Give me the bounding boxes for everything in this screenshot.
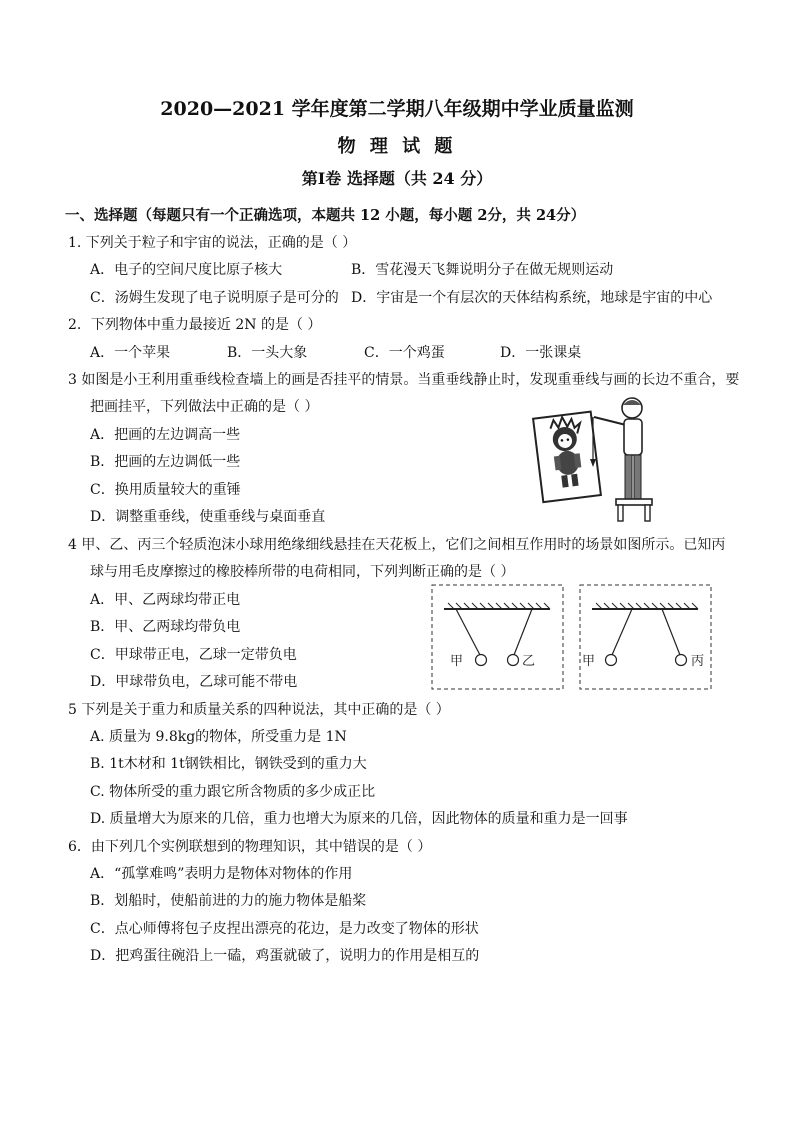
question-3-option-c: C．换用质量较大的重锤 bbox=[90, 482, 241, 498]
question-2-option-b: B．一头大象 bbox=[227, 345, 308, 361]
question-1-option-b: B．雪花漫天飞舞说明分子在做无规则运动 bbox=[351, 262, 614, 278]
ball-label-jia-1: 甲 bbox=[450, 654, 464, 669]
ball-label-yi: 乙 bbox=[522, 654, 536, 669]
question-3-stem-cont: 把画挂平，下列做法中正确的是（ ） bbox=[90, 399, 319, 415]
question-3-stem: 3 如图是小王利用重垂线检查墙上的画是否挂平的情景。当重垂线静止时，发现重垂线与画的长边不重合，要 bbox=[68, 372, 740, 388]
question-1-option-c: C．汤姆生发现了电子说明原子是可分的 bbox=[90, 290, 339, 306]
plumb-line-figure bbox=[528, 395, 664, 525]
question-6-stem: 6．由下列几个实例联想到的物理知识，其中错误的是（ ） bbox=[68, 839, 432, 855]
ball-label-jia-2: 甲 bbox=[582, 654, 596, 669]
question-1-stem: 1. 下列关于粒子和宇宙的说法，正确的是（ ） bbox=[68, 235, 357, 251]
question-6-option-d: D．把鸡蛋往碗沿上一磕，鸡蛋就破了，说明力的作用是相互的 bbox=[90, 948, 480, 964]
part-title: 第Ⅰ卷 选择题（共 24 分） bbox=[301, 169, 493, 188]
question-5-option-c: C. 物体所受的重力跟它所含物质的多少成正比 bbox=[90, 784, 376, 800]
section-heading: 一、选择题（每题只有一个正确选项，本题共 12 小题，每小题 2分，共 24分） bbox=[65, 207, 586, 224]
question-1-option-a: A．电子的空间尺度比原子核大 bbox=[90, 262, 283, 278]
question-2-stem: 2．下列物体中重力最接近 2N 的是（ ） bbox=[68, 317, 322, 333]
exam-title: 2020—2021 学年度第二学期八年级期中学业质量监测 bbox=[160, 98, 634, 120]
question-3-option-a: A．把画的左边调高一些 bbox=[90, 427, 241, 443]
question-6-option-a: A．“孤掌难鸣”表明力是物体对物体的作用 bbox=[90, 866, 353, 882]
question-3-option-d: D．调整重垂线，使重垂线与桌面垂直 bbox=[90, 509, 326, 525]
question-4-option-b: B．甲、乙两球均带负电 bbox=[90, 619, 241, 635]
question-2-option-d: D．一张课桌 bbox=[500, 345, 582, 361]
question-6-option-c: C．点心师傅将包子皮捏出漂亮的花边，是力改变了物体的形状 bbox=[90, 921, 479, 937]
question-2-option-a: A．一个苹果 bbox=[90, 345, 171, 361]
hanging-balls-figure bbox=[430, 583, 715, 691]
question-1-option-d: D．宇宙是一个有层次的天体结构系统，地球是宇宙的中心 bbox=[351, 290, 713, 306]
subject-title: 物 理 试 题 bbox=[337, 136, 457, 157]
question-5-stem: 5 下列是关于重力和质量关系的四种说法，其中正确的是（ ） bbox=[68, 702, 450, 718]
question-2-option-c: C．一个鸡蛋 bbox=[364, 345, 445, 361]
question-5-option-a: A. 质量为 9.8kg的物体，所受重力是 1N bbox=[90, 729, 347, 745]
question-5-option-b: B. 1t木材和 1t钢铁相比，钢铁受到的重力大 bbox=[90, 756, 367, 772]
question-4-option-d: D．甲球带负电，乙球可能不带电 bbox=[90, 674, 298, 690]
ball-label-bing: 丙 bbox=[691, 654, 705, 669]
question-4-stem-cont: 球与用毛皮摩擦过的橡胶棒所带的电荷相同，下列判断正确的是（ ） bbox=[90, 564, 515, 580]
question-6-option-b: B．划船时，使船前进的力的施力物体是船桨 bbox=[90, 893, 367, 909]
question-5-option-d: D. 质量增大为原来的几倍，重力也增大为原来的几倍，因此物体的质量和重力是一回事 bbox=[90, 811, 628, 827]
question-4-option-c: C．甲球带正电，乙球一定带负电 bbox=[90, 647, 297, 663]
question-4-stem: 4 甲、乙、丙三个轻质泡沫小球用绝缘细线悬挂在天花板上，它们之间相互作用时的场景如图所示。已知丙 bbox=[68, 537, 726, 553]
question-3-option-b: B．把画的左边调低一些 bbox=[90, 454, 241, 470]
question-4-option-a: A．甲、乙两球均带正电 bbox=[90, 592, 241, 608]
